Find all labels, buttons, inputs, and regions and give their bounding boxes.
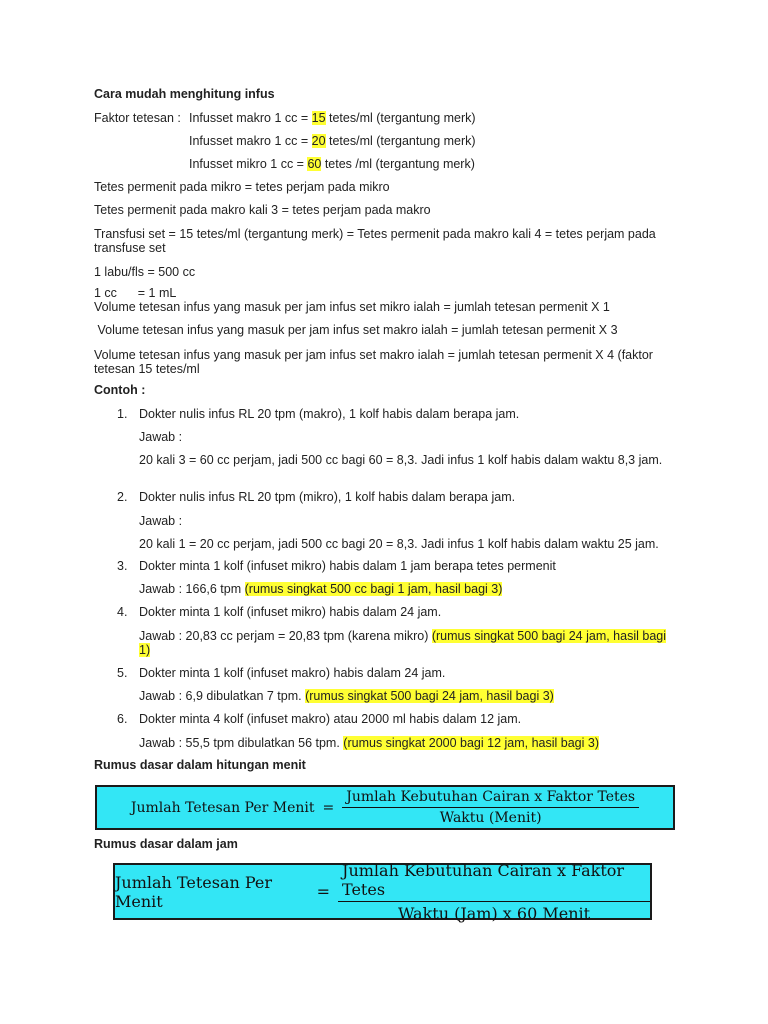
text-line: Volume tetesan infus yang masuk per jam infus set mikro ialah = jumlah tetesan permenit X 1	[94, 300, 610, 314]
list-answer: Jawab : 55,5 tpm dibulatkan 56 tpm. (rumus singkat 2000 bagi 12 jam, hasil bagi 3)	[139, 736, 599, 750]
formula-lhs: Jumlah Tetesan Per Menit	[115, 872, 273, 911]
formula-denominator: Waktu (Jam) x 60 Menit	[397, 903, 591, 923]
text-line: Transfusi set = 15 tetes/ml (tergantung merk) = Tetes permenit pada makro kali 4 = tetes perjam pada transfuse set	[94, 227, 656, 255]
formula-fraction	[342, 789, 639, 826]
rumus-jam-heading: Rumus dasar dalam jam	[94, 837, 238, 851]
contoh-heading: Contoh :	[94, 383, 146, 397]
formula-menit	[95, 785, 675, 830]
list-number: 6.	[117, 712, 128, 726]
text-line: Tetes permenit pada makro kali 3 = tetes perjam pada makro	[94, 203, 431, 217]
text-line: Volume tetesan infus yang masuk per jam infus set makro ialah = jumlah tetesan permenit X 3	[94, 323, 618, 337]
highlight-note: (rumus singkat 500 bagi 24 jam, hasil bagi 3)	[305, 689, 554, 703]
text-line: 1 labu/fls = 500 cc	[94, 265, 196, 279]
list-answer: Jawab : 6,9 dibulatkan 7 tpm. (rumus singkat 500 bagi 24 jam, hasil bagi 3)	[139, 689, 554, 703]
list-answer: 20 kali 1 = 20 cc perjam, jadi 500 cc bagi 20 = 8,3. Jadi infus 1 kolf habis dalam waktu 25 jam.	[139, 537, 659, 551]
highlight-note: (rumus singkat 500 cc bagi 1 jam, hasil bagi 3)	[244, 582, 503, 596]
list-question: Dokter nulis infus RL 20 tpm (makro), 1 kolf habis dalam berapa jam.	[139, 407, 520, 421]
formula-numerator: Jumlah Kebutuhan Cairan x Faktor Tetes	[342, 789, 639, 808]
list-number: 1.	[117, 407, 128, 421]
list-question: Dokter minta 4 kolf (infuset makro) atau 2000 ml habis dalam 12 jam.	[139, 712, 522, 726]
faktor-label: Faktor tetesan :	[94, 111, 181, 125]
formula-fraction	[338, 861, 650, 923]
highlight-note: (rumus singkat 500 bagi 24 jam, hasil bagi 1)	[139, 629, 666, 657]
list-question: Dokter minta 1 kolf (infuset mikro) habis dalam 24 jam.	[139, 605, 442, 619]
rumus-menit-heading: Rumus dasar dalam hitungan menit	[94, 758, 306, 772]
list-number: 3.	[117, 559, 128, 573]
list-jawab: Jawab :	[139, 514, 183, 528]
highlight-note: (rumus singkat 2000 bagi 12 jam, hasil bagi 3)	[343, 736, 599, 750]
list-answer: Jawab : 20,83 cc perjam = 20,83 tpm (karena mikro) (rumus singkat 500 bagi 24 jam, hasil bagi 1)	[139, 629, 666, 657]
list-number: 5.	[117, 666, 128, 680]
list-answer: 20 kali 3 = 60 cc perjam, jadi 500 cc bagi 60 = 8,3. Jadi infus 1 kolf habis dalam waktu 8,3 jam.	[139, 453, 663, 467]
doc-title: Cara mudah menghitung infus	[94, 87, 275, 101]
text-line: Volume tetesan infus yang masuk per jam infus set makro ialah = jumlah tetesan permenit X 4 (faktor tetesan 15 tetes/ml	[94, 348, 653, 376]
list-answer: Jawab : 166,6 tpm (rumus singkat 500 cc bagi 1 jam, hasil bagi 3)	[139, 582, 503, 596]
formula-equals: =	[322, 799, 335, 816]
list-jawab: Jawab :	[139, 430, 183, 444]
list-question: Dokter minta 1 kolf (infuset mikro) habis dalam 1 jam berapa tetes permenit	[139, 559, 556, 573]
list-question: Dokter nulis infus RL 20 tpm (mikro), 1 kolf habis dalam berapa jam.	[139, 490, 516, 504]
faktor-row-3: Infusset mikro 1 cc = 60 tetes /ml (tergantung merk)	[189, 157, 475, 171]
list-number: 2.	[117, 490, 128, 504]
formula-denominator: Waktu (Menit)	[439, 810, 542, 826]
formula-jam	[113, 860, 652, 923]
text-line: 1 cc = 1 mL	[94, 286, 177, 300]
list-question: Dokter minta 1 kolf (infuset makro) habis dalam 24 jam.	[139, 666, 446, 680]
faktor-row-1: Infusset makro 1 cc = 15 tetes/ml (tergantung merk)	[189, 111, 476, 125]
text-line: Tetes permenit pada mikro = tetes perjam pada mikro	[94, 180, 390, 194]
formula-equals: =	[316, 882, 331, 901]
formula-numerator: Jumlah Kebutuhan Cairan x Faktor Tetes	[338, 861, 650, 902]
faktor-row-2: Infusset makro 1 cc = 20 tetes/ml (tergantung merk)	[189, 134, 476, 148]
formula-lhs: Jumlah Tetesan Per Menit	[130, 799, 315, 816]
list-number: 4.	[117, 605, 128, 619]
